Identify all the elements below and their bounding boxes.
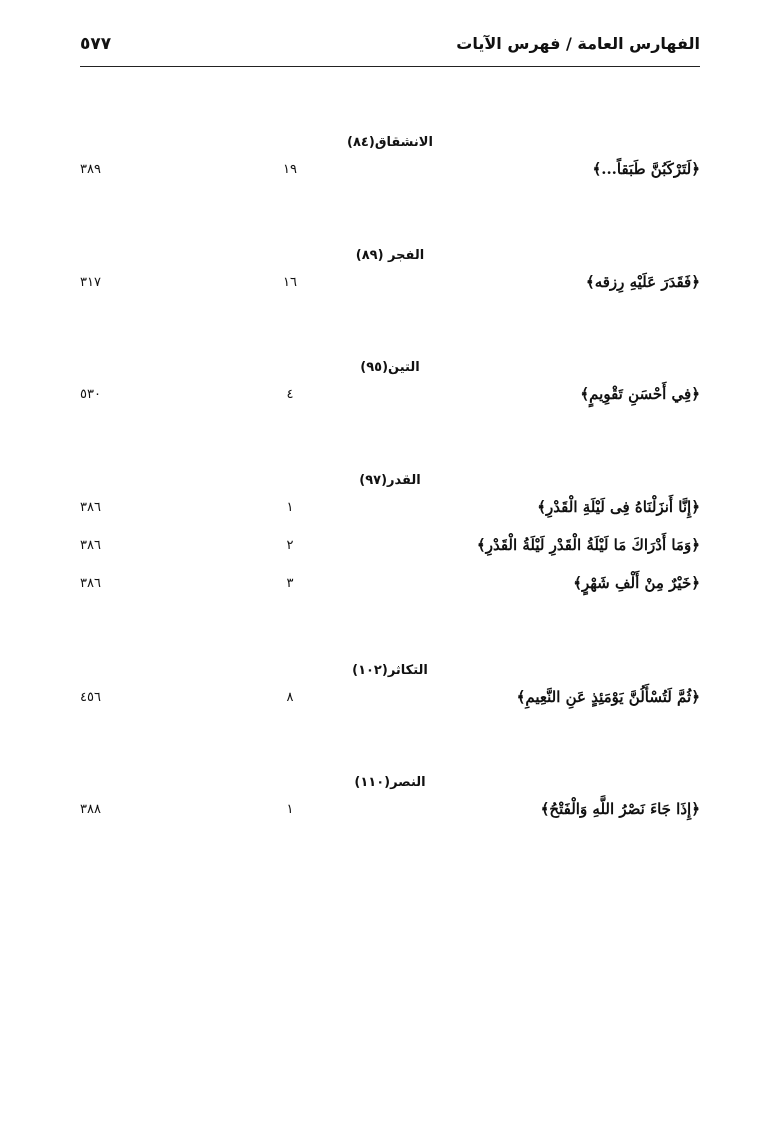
surah-section bbox=[80, 355, 700, 419]
surah-section bbox=[80, 468, 700, 608]
verse-number: ٢ bbox=[286, 538, 294, 553]
page-reference: ٣٨٨ bbox=[80, 802, 101, 817]
page-reference: ٣٨٩ bbox=[80, 162, 101, 177]
verse-row bbox=[80, 381, 700, 419]
verse-text: ﴿خَيْرٌ مِنْ أَلْفِ شَهْرٍ﴾ bbox=[573, 574, 700, 592]
surah-heading: القدر(٩٧) bbox=[359, 473, 421, 488]
verse-text: ﴿ثُمَّ لَتُسْأَلُنَّ يَوْمَئِذٍ عَنِ النَّعِيمِ﴾ bbox=[516, 688, 700, 706]
verse-number: ٤ bbox=[286, 387, 294, 402]
verse-number: ١ bbox=[286, 802, 294, 817]
verse-number: ٨ bbox=[286, 690, 294, 705]
verse-number: ١٩ bbox=[283, 162, 297, 177]
page-reference: ٣١٧ bbox=[80, 275, 101, 290]
surah-heading: الفجر (٨٩) bbox=[355, 248, 425, 263]
verse-row bbox=[80, 684, 700, 722]
page-header bbox=[80, 26, 700, 67]
verse-row bbox=[80, 494, 700, 532]
verse-row bbox=[80, 532, 700, 570]
verse-number: ١ bbox=[286, 500, 294, 515]
page-reference: ٤٥٦ bbox=[80, 690, 101, 705]
surah-heading: النصر(١١٠) bbox=[354, 775, 426, 790]
page-reference: ٥٣٠ bbox=[80, 387, 101, 402]
verse-text: ﴿إِنَّا أَنزَلْنَاهُ فِى لَيْلَةِ الْقَدْرِ﴾ bbox=[537, 498, 700, 516]
verse-text: ﴿فَقَدَرَ عَلَيْهِ رِزقه﴾ bbox=[585, 273, 700, 291]
verse-row bbox=[80, 156, 700, 194]
surah-heading: التكاثر(١٠٢) bbox=[352, 663, 428, 678]
verse-text: ﴿وَمَا أَدْرَاكَ مَا لَيْلَةُ الْقَدْرِ لَيْلَةُ الْقَدْرِ﴾ bbox=[476, 536, 700, 554]
surah-section bbox=[80, 130, 700, 194]
page-number: ٥٧٧ bbox=[80, 34, 112, 54]
surah-section bbox=[80, 658, 700, 722]
surah-heading: الانشقاق(٨٤) bbox=[347, 135, 433, 150]
page-reference: ٣٨٦ bbox=[80, 538, 101, 553]
verse-text: ﴿لَتَرْكَبُنَّ طَبَقاً...﴾ bbox=[592, 160, 700, 178]
verse-row bbox=[80, 269, 700, 307]
verse-number: ٣ bbox=[286, 576, 294, 591]
verse-row bbox=[80, 570, 700, 608]
verse-number: ١٦ bbox=[283, 275, 297, 290]
surah-section bbox=[80, 770, 700, 834]
page-reference: ٣٨٦ bbox=[80, 576, 101, 591]
surah-section bbox=[80, 243, 700, 307]
surah-heading: التين(٩٥) bbox=[360, 360, 420, 375]
header-title: الفهارس العامة / فهرس الآيات bbox=[456, 34, 700, 53]
page-reference: ٣٨٦ bbox=[80, 500, 101, 515]
verse-text: ﴿إِذَا جَاءَ نَصْرُ اللَّهِ وَالْفَتْحُ﴾ bbox=[540, 800, 700, 818]
verse-text: ﴿فِي أَحْسَنِ تَقْوِيمٍ﴾ bbox=[580, 385, 700, 403]
verse-row bbox=[80, 796, 700, 834]
